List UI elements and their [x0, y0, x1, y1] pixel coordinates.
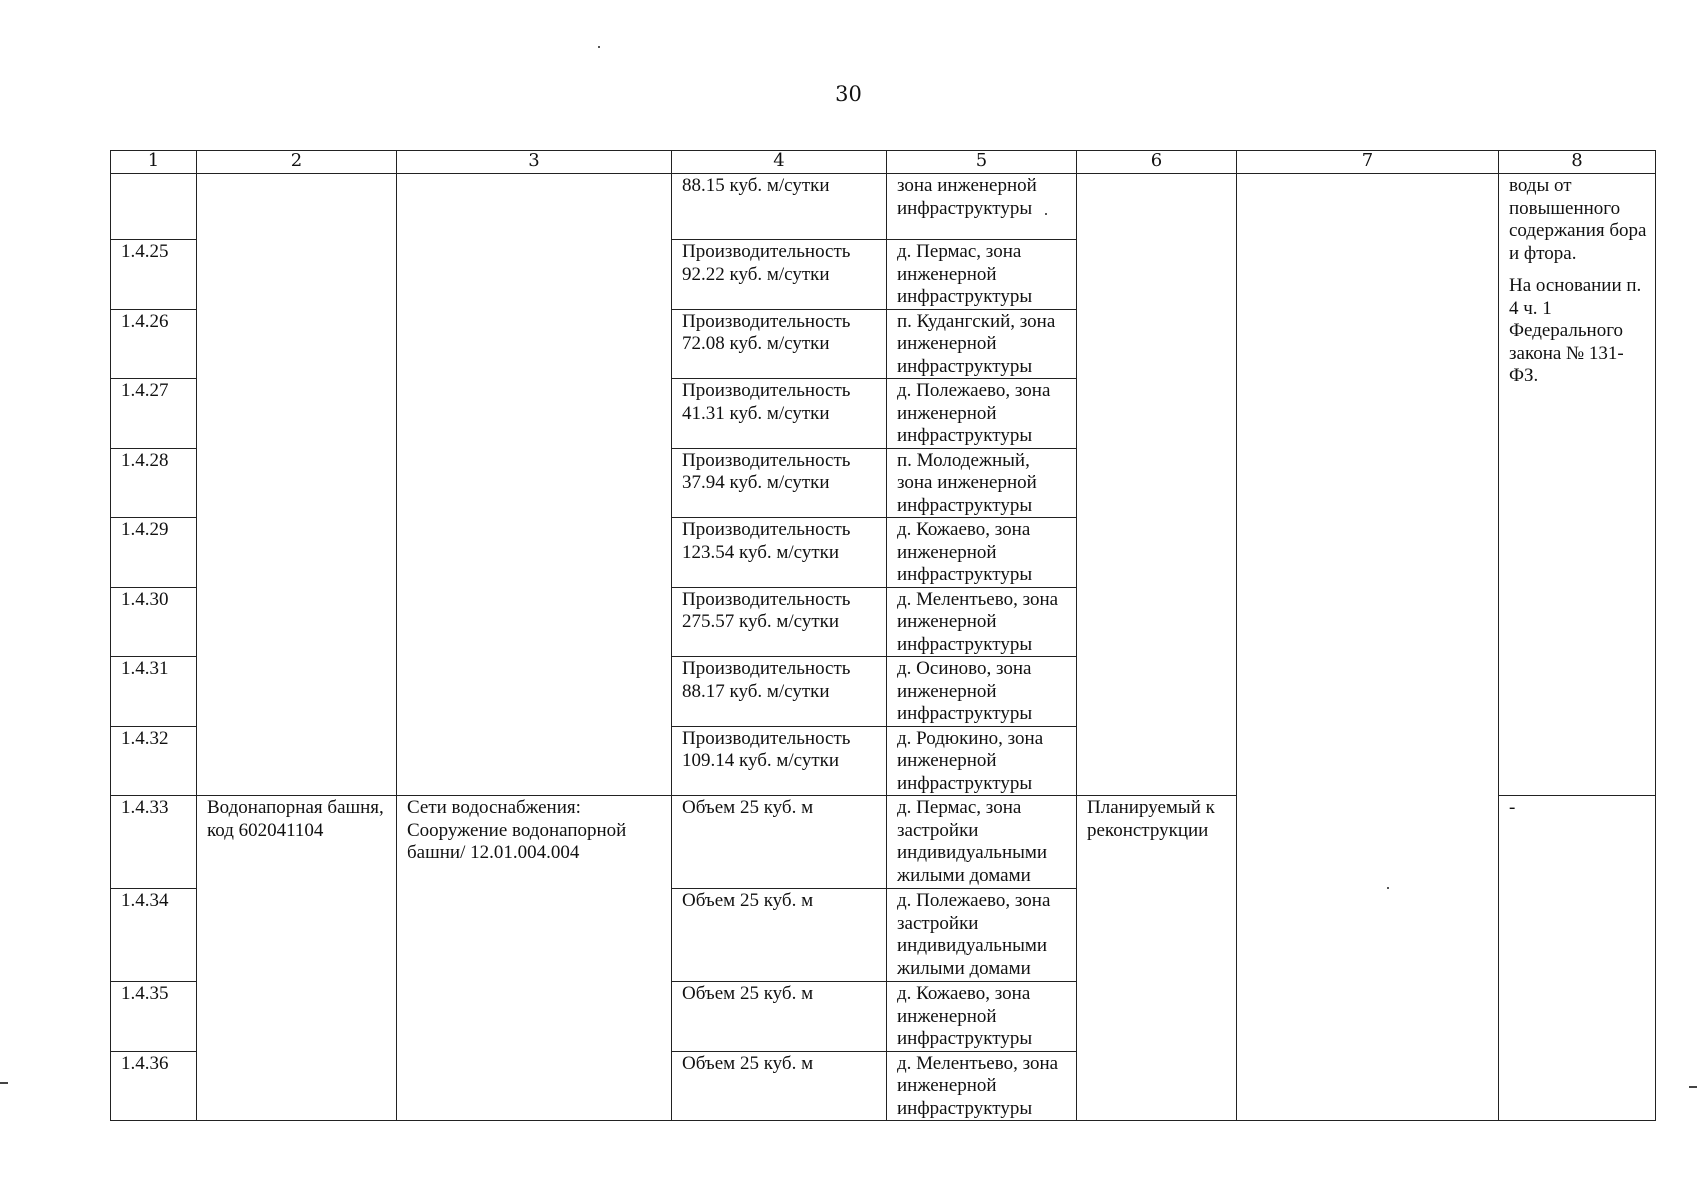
- row-number: 1.4.25: [111, 240, 197, 310]
- capacity-cell: Объем 25 куб. м: [672, 1051, 887, 1121]
- note-paragraph: воды от повышенного содержания бора и фтора.: [1509, 175, 1647, 264]
- capacity-cell: Объем 25 куб. м: [672, 982, 887, 1052]
- scan-speck: [598, 46, 600, 48]
- note-paragraph: На основании п. 4 ч. 1 Федерального закона № 131-ФЗ.: [1509, 275, 1642, 386]
- object-name-cell: Водонапорная башня, код 602041104: [197, 796, 397, 1121]
- networks-cell: [397, 174, 672, 796]
- location-cell: д. Пермас, зона застройки индивидуальными жилыми домами: [887, 796, 1077, 889]
- column-header: 3: [397, 151, 672, 174]
- location-cell: д. Осиново, зона инженерной инфраструктуры: [887, 657, 1077, 727]
- status-cell: [1077, 174, 1237, 796]
- page-number: 30: [835, 82, 862, 106]
- location-cell: д. Родюкино, зона инженерной инфраструктуры: [887, 726, 1077, 796]
- header-row: [111, 151, 1656, 174]
- capacity-cell: Производительность 92.22 куб. м/сутки: [672, 240, 887, 310]
- row-number: 1.4.30: [111, 587, 197, 657]
- column-header: 8: [1499, 151, 1656, 174]
- capacity-cell: Производительность 275.57 куб. м/сутки: [672, 587, 887, 657]
- row-number: 1.4.36: [111, 1051, 197, 1121]
- column-header: 2: [197, 151, 397, 174]
- table-row: [111, 174, 1656, 240]
- location-cell: п. Кудангский, зона инженерной инфраструктуры: [887, 309, 1077, 379]
- scan-mark: [1689, 1086, 1697, 1088]
- location-cell: п. Молодежный, зона инженерной инфраструктуры: [887, 448, 1077, 518]
- status-cell: Планируемый к реконструкции: [1077, 796, 1237, 1121]
- location-cell: д. Полежаево, зона инженерной инфраструктуры: [887, 379, 1077, 449]
- row-number: 1.4.28: [111, 448, 197, 518]
- document-table: [110, 150, 1656, 1121]
- row-number: 1.4.27: [111, 379, 197, 449]
- row-number: 1.4.31: [111, 657, 197, 727]
- column-header: 4: [672, 151, 887, 174]
- location-cell: д. Кожаево, зона инженерной инфраструктуры: [887, 518, 1077, 588]
- object-name-cell: [197, 174, 397, 796]
- scan-speck: [1045, 213, 1047, 215]
- location-cell: д. Кожаево, зона инженерной инфраструктуры: [887, 982, 1077, 1052]
- capacity-cell: Объем 25 куб. м: [672, 796, 887, 889]
- location-cell: д. Мелентьево, зона инженерной инфраструктуры: [887, 587, 1077, 657]
- row-number: 1.4.26: [111, 309, 197, 379]
- column-header: 1: [111, 151, 197, 174]
- location-cell: д. Полежаево, зона застройки индивидуальными жилыми домами: [887, 889, 1077, 982]
- location-cell: зона инженерной инфраструктуры: [887, 174, 1077, 240]
- location-cell: д. Пермас, зона инженерной инфраструктуры: [887, 240, 1077, 310]
- column-7-cell: [1237, 174, 1499, 1121]
- location-cell: д. Мелентьево, зона инженерной инфраструктуры: [887, 1051, 1077, 1121]
- networks-cell: Сети водоснабжения: Сооружение водонапорной башни/ 12.01.004.004: [397, 796, 672, 1121]
- row-number: 1.4.35: [111, 982, 197, 1052]
- capacity-cell: Производительность 72.08 куб. м/сутки: [672, 309, 887, 379]
- capacity-cell: Производительность 109.14 куб. м/сутки: [672, 726, 887, 796]
- capacity-cell: Объем 25 куб. м: [672, 889, 887, 982]
- capacity-cell: Производительность 41.31 куб. м/сутки: [672, 379, 887, 449]
- note-cell: [1499, 174, 1656, 796]
- capacity-cell: Производительность 88.17 куб. м/сутки: [672, 657, 887, 727]
- scan-mark: [0, 1082, 8, 1084]
- row-number: 1.4.29: [111, 518, 197, 588]
- column-header: 5: [887, 151, 1077, 174]
- scan-speck: [1387, 887, 1389, 889]
- column-header: 6: [1077, 151, 1237, 174]
- capacity-cell: 88.15 куб. м/сутки: [672, 174, 887, 240]
- row-number: 1.4.32: [111, 726, 197, 796]
- capacity-cell: Производительность 123.54 куб. м/сутки: [672, 518, 887, 588]
- row-number: 1.4.33: [111, 796, 197, 889]
- capacity-cell: Производительность 37.94 куб. м/сутки: [672, 448, 887, 518]
- row-number: [111, 174, 197, 240]
- column-header: 7: [1237, 151, 1499, 174]
- row-number: 1.4.34: [111, 889, 197, 982]
- note-cell: -: [1499, 796, 1656, 1121]
